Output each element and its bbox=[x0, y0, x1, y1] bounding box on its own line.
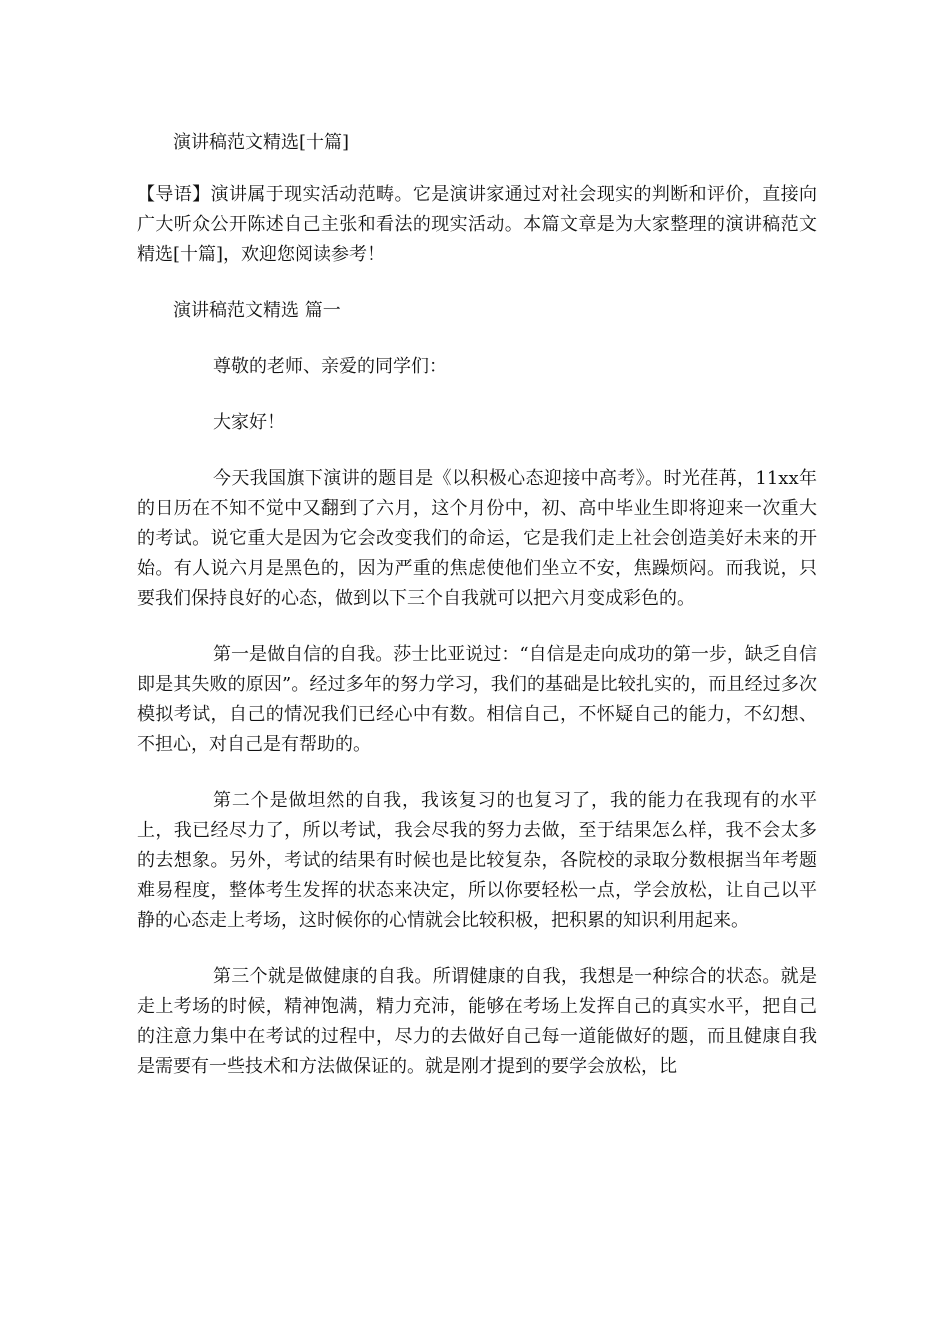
body-paragraph-2: 第一是做自信的自我。莎士比亚说过：“自信是走向成功的第一步，缺乏自信即是其失败的原因”。经过多年的努力学习，我们的基础是比较扎实的，而且经过多次模拟考试，自己的情况我们已经心中有数。相信自己，不怀疑自己的能力，不幻想、不担心，对自己是有帮助的。 bbox=[137, 644, 817, 755]
body-paragraph-3: 第二个是做坦然的自我，我该复习的也复习了，我的能力在我现有的水平上，我已经尽力了，所以考试，我会尽我的努力去做，至于结果怎么样，我不会太多的去想象。另外，考试的结果有时候也是比较复杂，各院校的录取分数根据当年考题难易程度，整体考生发挥的状态来决定，所以你要轻松一点，学会放松，让自己以平静的心态走上考场，这时候你的心情就会比较积极，把积累的知识利用起来。 bbox=[137, 790, 817, 931]
document-title: 演讲稿范文精选[十篇] bbox=[173, 132, 350, 153]
document-page bbox=[137, 128, 817, 1082]
body-paragraph-1: 今天我国旗下演讲的题目是《以积极心态迎接中高考》。时光荏苒，11xx年的日历在不知不觉中又翻到了六月，这个月份中，初、高中毕业生即将迎来一次重大的考试。说它重大是因为它会改变我们的命运，它是我们走上社会创造美好未来的开始。有人说六月是黑色的，因为严重的焦虑使他们坐立不安，焦躁烦闷。而我说，只要我们保持良好的心态，做到以下三个自我就可以把六月变成彩色的。 bbox=[137, 468, 817, 609]
greeting: 大家好！ bbox=[213, 412, 285, 433]
salutation: 尊敬的老师、亲爱的同学们： bbox=[213, 356, 447, 377]
intro-paragraph: 【导语】演讲属于现实活动范畴。它是演讲家通过对社会现实的判断和评价，直接向广大听众公开陈述自己主张和看法的现实活动。本篇文章是为大家整理的演讲稿范文精选[十篇]，欢迎您阅读参考！ bbox=[137, 184, 817, 265]
section-heading: 演讲稿范文精选 篇一 bbox=[173, 300, 341, 321]
body-paragraph-4: 第三个就是做健康的自我。所谓健康的自我，我想是一种综合的状态。就是走上考场的时候，精神饱满，精力充沛，能够在考场上发挥自己的真实水平，把自己的注意力集中在考试的过程中，尽力的去做好自己每一道能做好的题，而且健康自我是需要有一些技术和方法做保证的。就是刚才提到的要学会放松，比 bbox=[137, 966, 817, 1077]
